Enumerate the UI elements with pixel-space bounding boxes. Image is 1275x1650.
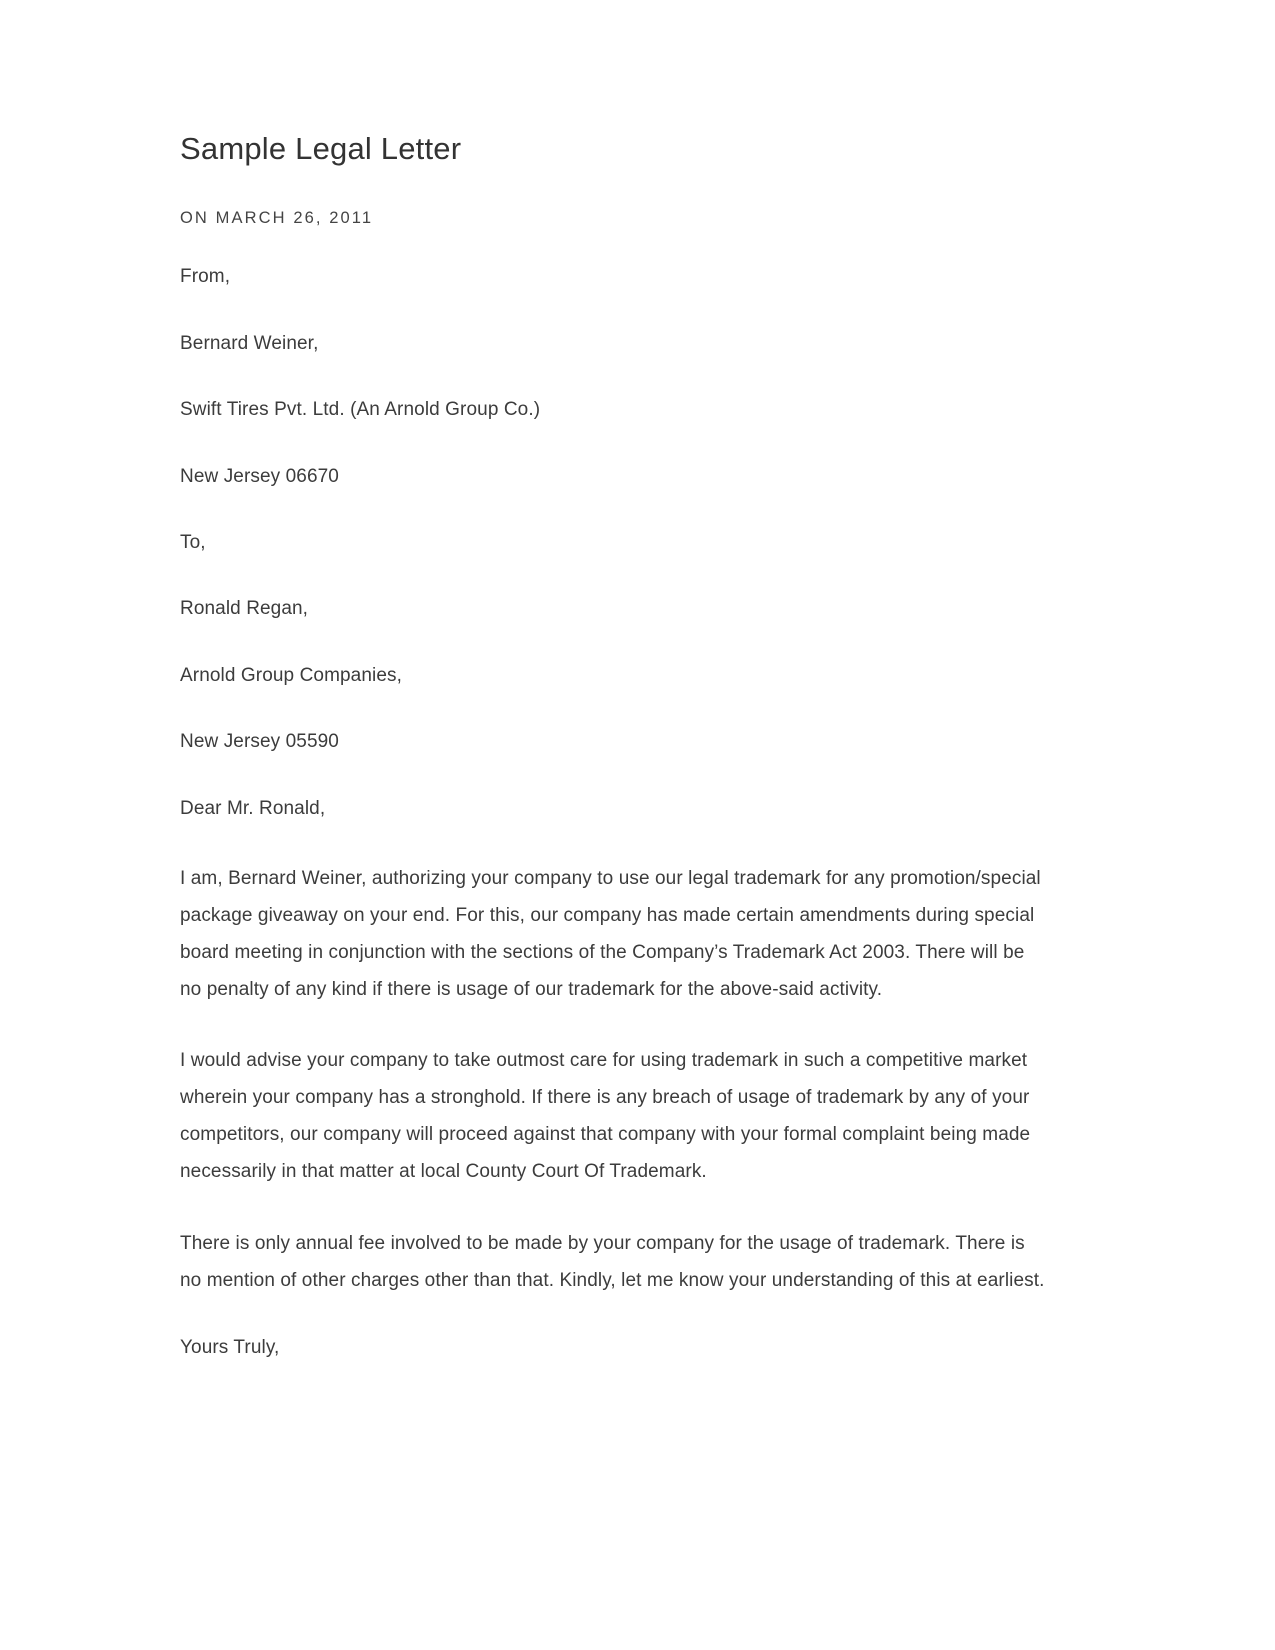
- sender-line-address: New Jersey 06670: [180, 465, 339, 487]
- body-paragraph-1: I am, Bernard Weiner, authorizing your company to use our legal trademark for any promotion/special package giveaway on your end. For this, our company has made certain amendments during special board meeting in conjunction with the sections of the Company’s Trademark Act 2003. There will be no penalty of any kind if there is usage of our trademark for the above-said activity.: [180, 868, 1041, 1001]
- closing-line: Yours Truly,: [180, 1336, 280, 1358]
- sender-line-company: Swift Tires Pvt. Ltd. (An Arnold Group Co.): [180, 399, 541, 421]
- body-paragraph-2: I would advise your company to take outmost care for using trademark in such a competitive market wherein your company has a stronghold. If there is any breach of usage of trademark by any of your competitors, our company will proceed against that company with your formal complaint being made necessarily in that matter at local County Court Of Trademark.: [180, 1050, 1031, 1183]
- sender-line-name: Bernard Weiner,: [180, 332, 319, 354]
- sender-line-from: From,: [180, 266, 231, 288]
- document-date: ON MARCH 26, 2011: [180, 209, 374, 228]
- recipient-line-to: To,: [180, 531, 206, 553]
- page-title: Sample Legal Letter: [180, 131, 462, 166]
- recipient-line-company: Arnold Group Companies,: [180, 664, 402, 686]
- recipient-line-address: New Jersey 05590: [180, 731, 339, 753]
- letter-body: [180, 262, 1095, 1362]
- salutation: Dear Mr. Ronald,: [180, 797, 326, 819]
- recipient-line-name: Ronald Regan,: [180, 598, 309, 620]
- body-paragraph-3: There is only annual fee involved to be made by your company for the usage of trademark. There is no mention of other charges other than that. Kindly, let me know your understanding of this at earliest.: [180, 1232, 1045, 1291]
